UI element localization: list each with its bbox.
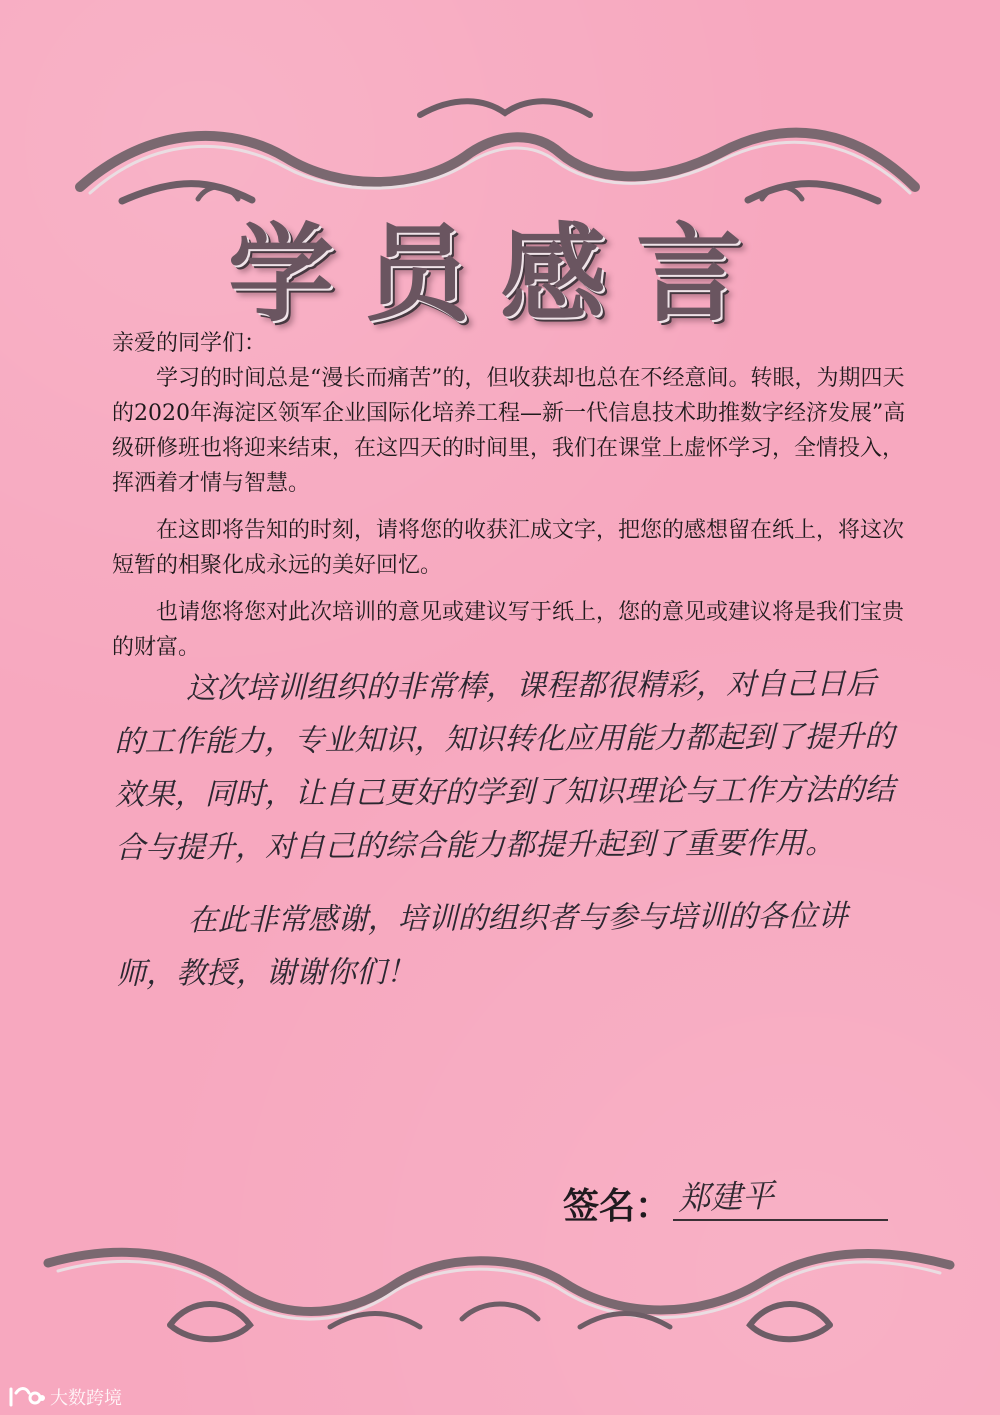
salutation: 亲爱的同学们： xyxy=(112,331,267,356)
document-title: 学员感言 xyxy=(228,211,772,336)
signature-name: 郑建平 xyxy=(677,1176,775,1218)
signature-label: 签名： xyxy=(563,1185,672,1227)
printed-paragraph-1: 学习的时间总是“漫长而痛苦”的，但收获却也总在不经意间。转眼，为期四天的2020年海淀区领军企业国际化培养工程—新一代信息技术助推数字经济发展”高级研修班也将迎来结束，在这四天的时间里，我们在课堂上虚怀学习，全情投入，挥洒着才情与智慧。 xyxy=(112,366,906,496)
brand-logo-icon xyxy=(8,1385,46,1409)
printed-paragraph-2: 在这即将告知的时刻，请将您的收获汇成文字，把您的感想留在纸上，将这次短暂的相聚化成永远的美好回忆。 xyxy=(112,518,905,578)
signature-area xyxy=(563,1170,903,1230)
printed-paragraph-3: 也请您将您对此次培训的意见或建议写于纸上，您的意见或建议将是我们宝贵的财富。 xyxy=(112,600,905,660)
watermark xyxy=(8,1384,122,1410)
signature-line xyxy=(673,1219,888,1221)
handwritten-response xyxy=(114,657,906,1001)
bottom-ornament xyxy=(0,1225,1000,1345)
handwritten-paragraph-1: 这次培训组织的非常棒，课程都很精彩，对自己日后的工作能力，专业知识，知识转化应用能力都起到了提升的效果，同时，让自己更好的学到了知识理论与工作方法的结合与提升，对自己的综合能力都提升起到了重要作用。 xyxy=(114,666,895,866)
handwritten-paragraph-2: 在此非常感谢，培训的组织者与参与培训的各位讲师，教授，谢谢你们！ xyxy=(115,898,848,992)
watermark-text: 大数跨境 xyxy=(50,1388,122,1409)
printed-message xyxy=(112,326,912,665)
